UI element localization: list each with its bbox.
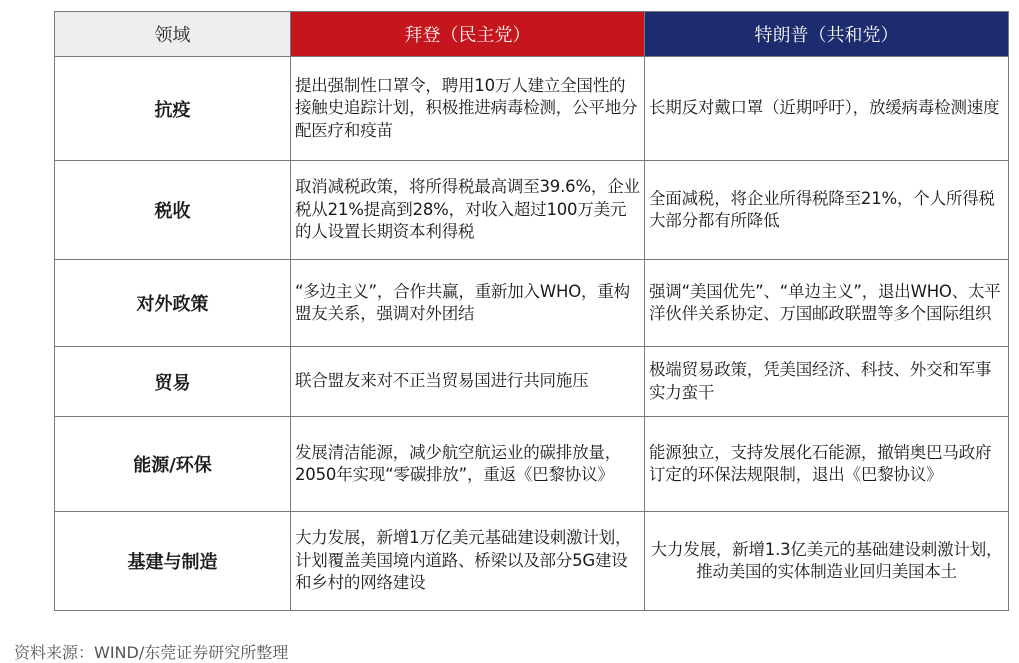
header-field: 领域 — [55, 12, 291, 57]
header-biden: 拜登（民主党） — [291, 12, 645, 57]
row-field-label: 贸易 — [55, 347, 291, 417]
table-row — [55, 57, 1009, 161]
row-biden-policy: 发展清洁能源，减少航空航运业的碳排放量，2050年实现“零碳排放”，重返《巴黎协议》 — [291, 417, 645, 512]
row-biden-policy: 提出强制性口罩令，聘用10万人建立全国性的接触史追踪计划，积极推进病毒检测，公平地分配医疗和疫苗 — [291, 57, 645, 161]
row-trump-policy: 全面减税，将企业所得税降至21%，个人所得税大部分都有所降低 — [645, 161, 1009, 260]
row-trump-policy: 大力发展，新增1.3亿美元的基础建设刺激计划，推动美国的实体制造业回归美国本土 — [645, 512, 1009, 611]
row-biden-policy: “多边主义”，合作共赢，重新加入WHO，重构盟友关系，强调对外团结 — [291, 260, 645, 347]
table-row — [55, 161, 1009, 260]
row-field-label: 能源/环保 — [55, 417, 291, 512]
table-row — [55, 417, 1009, 512]
row-biden-policy: 大力发展，新增1万亿美元基础建设刺激计划，计划覆盖美国境内道路、桥梁以及部分5G建设和乡村的网络建设 — [291, 512, 645, 611]
row-trump-policy: 强调“美国优先”、“单边主义”，退出WHO、太平洋伙伴关系协定、万国邮政联盟等多个国际组织 — [645, 260, 1009, 347]
row-field-label: 对外政策 — [55, 260, 291, 347]
table-row — [55, 347, 1009, 417]
row-trump-policy: 极端贸易政策，凭美国经济、科技、外交和军事实力蛮干 — [645, 347, 1009, 417]
row-biden-policy: 取消减税政策，将所得税最高调至39.6%，企业税从21%提高到28%，对收入超过100万美元的人设置长期资本利得税 — [291, 161, 645, 260]
comparison-table-wrapper — [54, 11, 1008, 611]
table-row — [55, 512, 1009, 611]
policy-comparison-table — [54, 11, 1009, 611]
source-note: 资料来源：WIND/东莞证券研究所整理 — [14, 643, 289, 662]
table-row — [55, 260, 1009, 347]
table-header-row — [55, 12, 1009, 57]
row-biden-policy: 联合盟友来对不正当贸易国进行共同施压 — [291, 347, 645, 417]
row-trump-policy: 长期反对戴口罩（近期呼吁），放缓病毒检测速度 — [645, 57, 1009, 161]
row-field-label: 抗疫 — [55, 57, 291, 161]
row-field-label: 基建与制造 — [55, 512, 291, 611]
row-field-label: 税收 — [55, 161, 291, 260]
row-trump-policy: 能源独立，支持发展化石能源，撤销奥巴马政府订定的环保法规限制，退出《巴黎协议》 — [645, 417, 1009, 512]
header-trump: 特朗普（共和党） — [645, 12, 1009, 57]
